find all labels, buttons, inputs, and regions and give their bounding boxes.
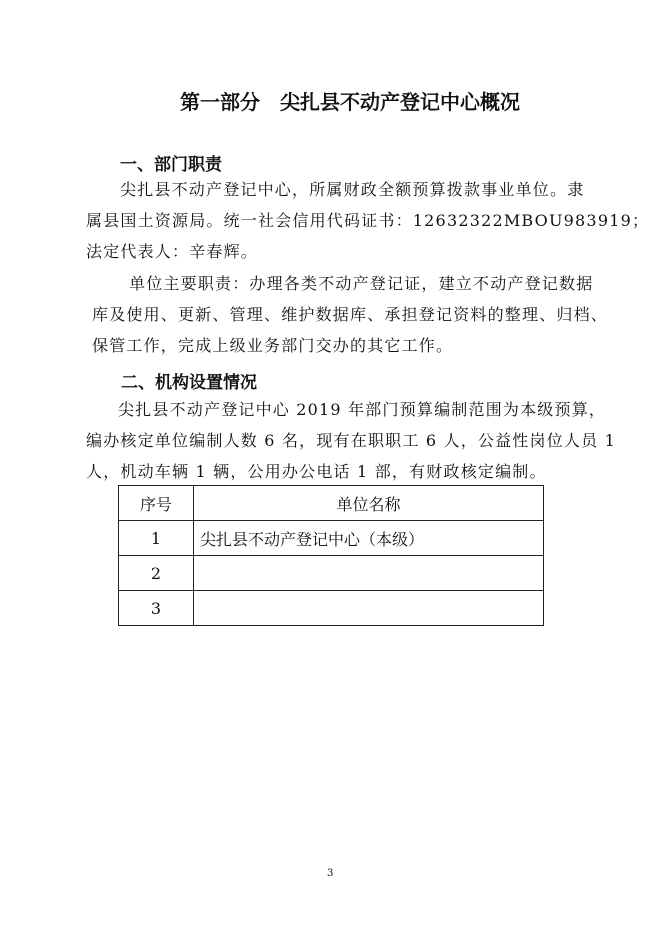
paragraph-line: 编办核定单位编制人数 6 名，现有在职职工 6 人，公益性岗位人员 1: [86, 431, 616, 450]
header-cell: 序号: [119, 486, 194, 521]
table-cell: 3: [119, 591, 194, 626]
table-header-row: [119, 486, 544, 521]
section-heading: 二、机构设置情况: [121, 373, 257, 393]
table-row: [119, 521, 544, 556]
section-heading: 一、部门职责: [120, 155, 222, 175]
table-row: [119, 556, 544, 591]
paragraph-line: 单位主要职责：办理各类不动产登记证，建立不动产登记数据: [129, 274, 594, 293]
paragraph-line: 尖扎县不动产登记中心，所属财政全额预算拨款事业单位。隶: [120, 180, 585, 199]
paragraph-line: 库及使用、更新、管理、维护数据库、承担登记资料的整理、归档、: [92, 305, 609, 324]
header-cell: 单位名称: [194, 486, 544, 521]
table-cell: [194, 591, 544, 626]
page-title: 第一部分 尖扎县不动产登记中心概况: [180, 90, 520, 114]
unit-table: [118, 485, 544, 626]
table-cell: 尖扎县不动产登记中心（本级）: [194, 521, 544, 556]
paragraph-line: 保管工作，完成上级业务部门交办的其它工作。: [92, 336, 454, 355]
paragraph-line: 尖扎县不动产登记中心 2019 年部门预算编制范围为本级预算，: [118, 400, 607, 419]
table-row: [119, 591, 544, 626]
paragraph-line: 属县国土资源局。统一社会信用代码证书：12632322MBOU983919；: [86, 211, 650, 230]
table-cell: 2: [119, 556, 194, 591]
paragraph-line: 法定代表人：辛春辉。: [86, 242, 259, 261]
page-number: 3: [327, 868, 334, 879]
table-cell: [194, 556, 544, 591]
table-cell: 1: [119, 521, 194, 556]
paragraph-line: 人，机动车辆 1 辆，公用办公电话 1 部，有财政核定编制。: [86, 462, 547, 481]
